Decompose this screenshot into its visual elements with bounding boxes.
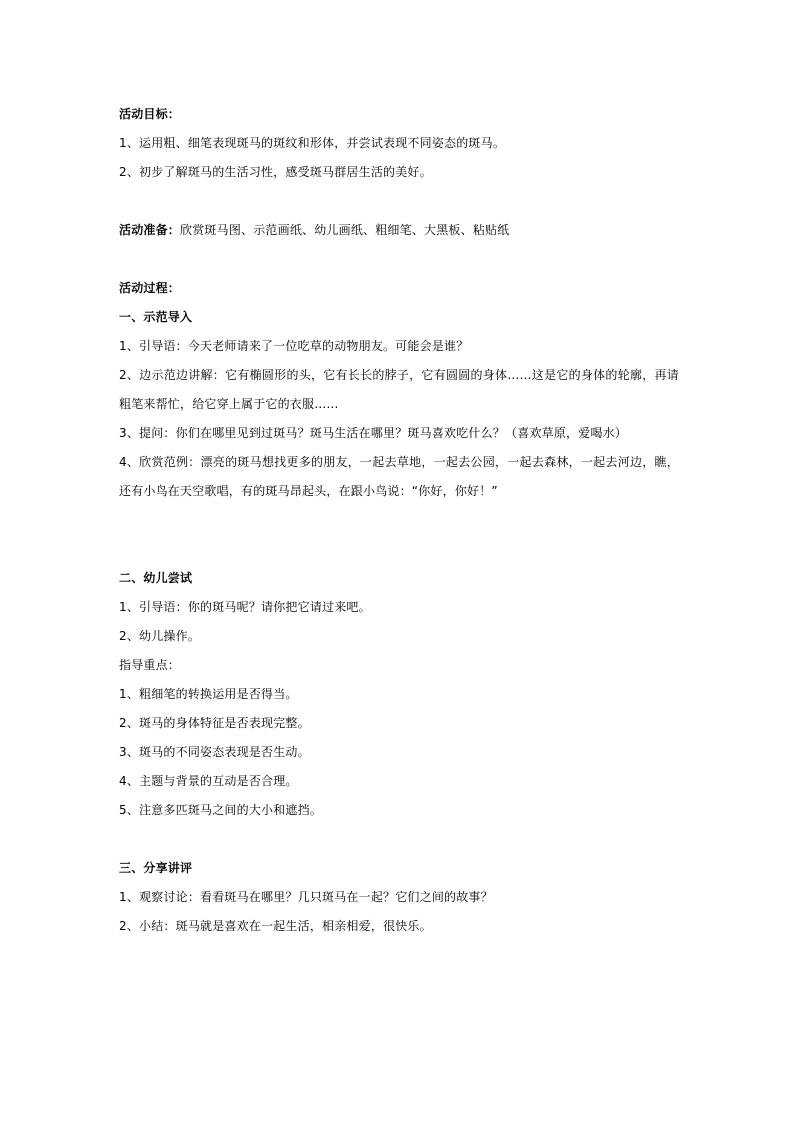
preparation-text: 欣赏斑马图、示范画纸、幼儿画纸、粗细笔、大黑板、粘贴纸 [180, 223, 510, 237]
focus-item: 4、主题与背景的互动是否合理。 [119, 774, 298, 788]
spacer [119, 825, 679, 854]
preparation-line [119, 216, 679, 245]
section3-item: 2、小结：斑马就是喜欢在一起生活，相亲相爱，很快乐。 [119, 919, 432, 933]
document-body [119, 100, 679, 941]
section1-item: 2、边示范边讲解：它有椭圆形的头，它有长长的脖子，它有圆圆的身体……这是它的身体的轮廓，再请粗笔来帮忙，给它穿上属于它的衣服…… [119, 368, 679, 411]
focus-item: 5、注意多匹斑马之间的大小和遮挡。 [119, 803, 323, 817]
spacer [119, 245, 679, 274]
section3-title: 三、分享讲评 [119, 861, 193, 875]
focus-heading: 指导重点： [119, 658, 181, 672]
section1-title: 一、示范导入 [119, 310, 193, 324]
spacer [119, 506, 679, 564]
section1-item: 4、欣赏范例：漂亮的斑马想找更多的朋友，一起去草地，一起去公园，一起去森林，一起去河边，瞧，还有小鸟在天空歌唱，有的斑马昂起头，在跟小鸟说：“你好，你好！” [119, 455, 679, 498]
goal-item: 2、初步了解斑马的生活习性，感受斑马群居生活的美好。 [119, 165, 432, 179]
spacer [119, 187, 679, 216]
section3-item: 1、观察讨论：看看斑马在哪里？几只斑马在一起？它们之间的故事？ [119, 890, 493, 904]
goal-item: 1、运用粗、细笔表现斑马的斑纹和形体，并尝试表现不同姿态的斑马。 [119, 136, 506, 150]
preparation-label: 活动准备： [119, 223, 181, 237]
section1-item: 1、引导语：今天老师请来了一位吃草的动物朋友。可能会是谁？ [119, 339, 469, 353]
goals-heading: 活动目标： [119, 107, 181, 121]
process-heading: 活动过程： [119, 281, 181, 295]
section2-item: 2、幼儿操作。 [119, 629, 201, 643]
focus-item: 3、斑马的不同姿态表现是否生动。 [119, 745, 310, 759]
section1-item: 3、提问：你们在哪里见到过斑马？斑马生活在哪里？斑马喜欢吃什么？（喜欢草原，爱喝水） [119, 426, 628, 440]
section2-title: 二、幼儿尝试 [119, 571, 193, 585]
focus-item: 1、粗细笔的转换运用是否得当。 [119, 687, 298, 701]
focus-item: 2、斑马的身体特征是否表现完整。 [119, 716, 310, 730]
section2-item: 1、引导语：你的斑马呢？请你把它请过来吧。 [119, 600, 371, 614]
